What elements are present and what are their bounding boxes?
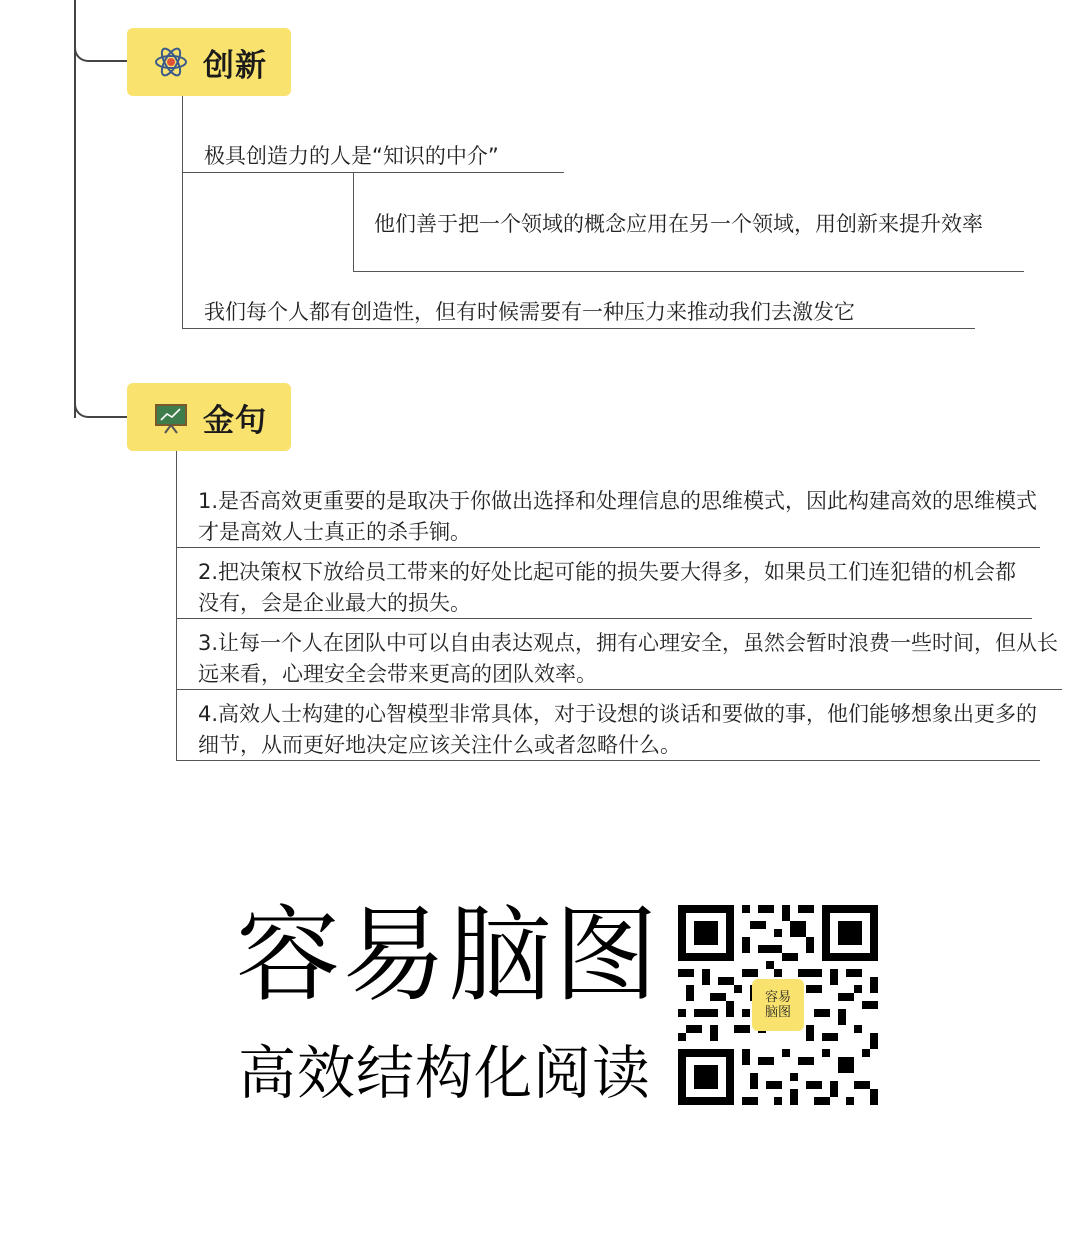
- quotes-item-2[interactable]: 2.把决策权下放给员工带来的好处比起可能的损失要大得多，如果员工们连犯错的机会都没有，会是企业最大的损失。: [198, 560, 1017, 615]
- qr-label-line1: 容易: [764, 990, 791, 1005]
- innovation-subbranch-line: [353, 172, 354, 271]
- innovation-subitem-1[interactable]: 他们善于把一个领域的概念应用在另一个领域，用创新来提升效率: [374, 212, 983, 236]
- innovation-item-1[interactable]: 极具创造力的人是“知识的中介”: [204, 144, 499, 168]
- innovation-item-2[interactable]: 我们每个人都有创造性，但有时候需要有一种压力来推动我们去激发它: [204, 300, 855, 324]
- innovation-subitem-underline: [353, 271, 1024, 272]
- atom-icon: [153, 44, 189, 80]
- qr-label-line2: 脑图: [764, 1005, 791, 1020]
- topic-quotes[interactable]: [127, 383, 291, 451]
- topic-innovation[interactable]: [127, 28, 291, 96]
- topic-innovation-label: 创新: [203, 47, 267, 84]
- quotes-item-4[interactable]: 4.高效人士构建的心智模型非常具体，对于设想的谈话和要做的事，他们能够想象出更多的细节，从而更好地决定应该关注什么或者忽略什么。: [198, 702, 1038, 757]
- quotes-branch-line: [176, 451, 177, 761]
- qr-center-logo: [752, 979, 804, 1031]
- topic-quotes-label: 金句: [203, 402, 267, 439]
- brand-slogan: 高效结构化阅读: [238, 1039, 652, 1107]
- connector-elbow-innovation: [74, 40, 128, 62]
- innovation-branch-line: [182, 96, 183, 328]
- innovation-item-1-underline: [182, 172, 564, 173]
- innovation-item-2-underline: [182, 328, 975, 329]
- main-connector: [74, 0, 76, 418]
- quotes-item-1[interactable]: 1.是否高效更重要的是取决于你做出选择和处理信息的思维模式，因此构建高效的思维模式才是高效人士真正的杀手锏。: [198, 489, 1038, 544]
- quotes-item-3[interactable]: 3.让每一个人在团队中可以自由表达观点，拥有心理安全，虽然会暂时浪费一些时间，但从长远来看，心理安全会带来更高的团队效率。: [198, 631, 1059, 686]
- connector-elbow-quotes: [74, 396, 128, 418]
- presentation-board-icon: [153, 399, 189, 435]
- brand-name: 容易脑图: [236, 894, 661, 1016]
